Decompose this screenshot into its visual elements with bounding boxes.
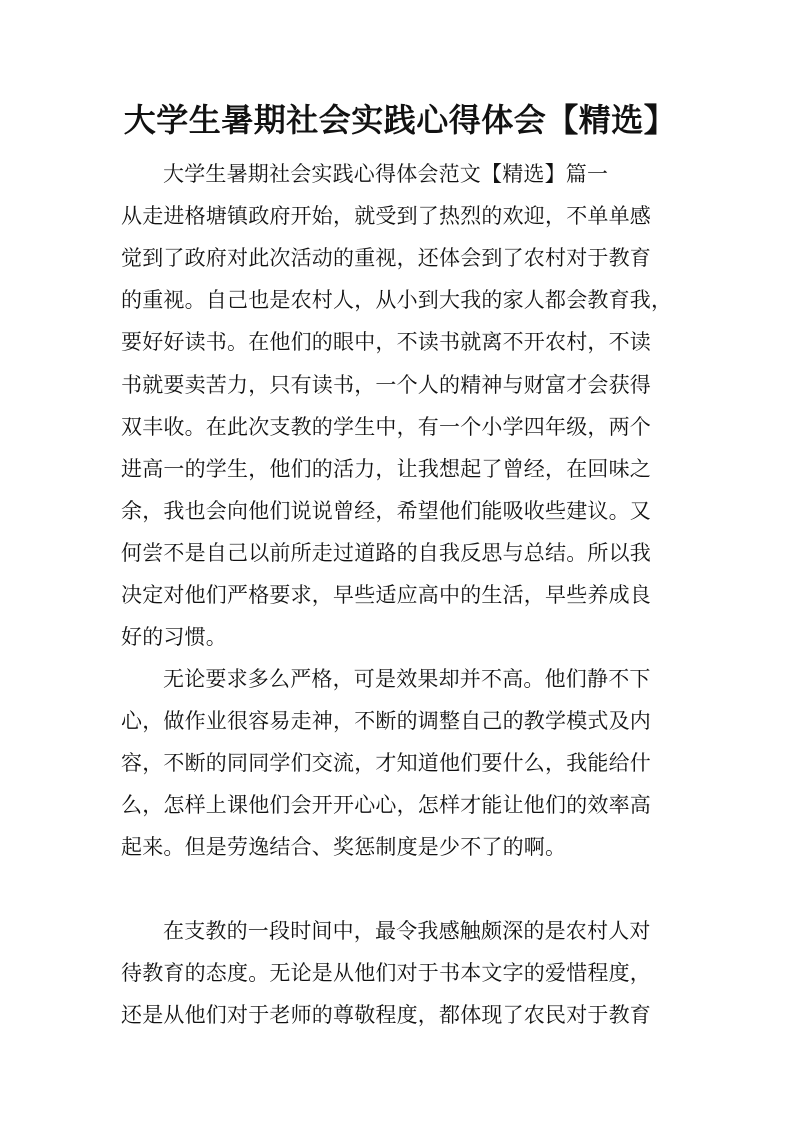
paragraph-line: 觉到了政府对此次活动的重视，还体会到了农村对于教育 (121, 246, 651, 270)
document-title: 大学生暑期社会实践心得体会【精选】 (123, 101, 677, 139)
paragraph-line: 从走进格塘镇政府开始，就受到了热烈的欢迎，不单单感 (121, 204, 651, 228)
paragraph-line: 起来。但是劳逸结合、奖惩制度是少不了的啊。 (121, 835, 567, 859)
paragraph-line: 双丰收。在此次支教的学生中，有一个小学四年级，两个 (121, 415, 651, 439)
paragraph-line: 余，我也会向他们说说曾经，希望他们能吸收些建议。又 (121, 499, 651, 523)
paragraph-line: 在支教的一段时间中，最令我感触颇深的是农村人对 (163, 919, 651, 943)
paragraph-line: 进高一的学生，他们的活力，让我想起了曾经，在回味之 (121, 457, 651, 481)
paragraph-line: 么，怎样上课他们会开开心心，怎样才能让他们的效率高 (121, 793, 651, 817)
paragraph-line: 决定对他们严格要求，早些适应高中的生活，早些养成良 (121, 583, 651, 607)
section-heading: 大学生暑期社会实践心得体会范文【精选】篇一 (163, 162, 609, 186)
paragraph-line: 心，做作业很容易走神，不断的调整自己的教学模式及内 (121, 709, 651, 733)
paragraph-line: 要好好读书。在他们的眼中，不读书就离不开农村，不读 (121, 330, 651, 354)
paragraph-line: 的重视。自己也是农村人，从小到大我的家人都会教育我， (121, 288, 673, 312)
paragraph-line: 书就要卖苦力，只有读书，一个人的精神与财富才会获得 (121, 373, 651, 397)
paragraph-line: 还是从他们对于老师的尊敬程度，都体现了农民对于教育 (121, 1003, 651, 1027)
paragraph-line: 待教育的态度。无论是从他们对于书本文字的爱惜程度， (121, 961, 651, 985)
paragraph-line: 好的习惯。 (121, 625, 227, 649)
paragraph-line: 何尝不是自己以前所走过道路的自我反思与总结。所以我 (121, 541, 651, 565)
paragraph-line: 无论要求多么严格，可是效果却并不高。他们静不下 (163, 667, 651, 691)
paragraph-line: 容，不断的同同学们交流，才知道他们要什么，我能给什 (121, 751, 651, 775)
